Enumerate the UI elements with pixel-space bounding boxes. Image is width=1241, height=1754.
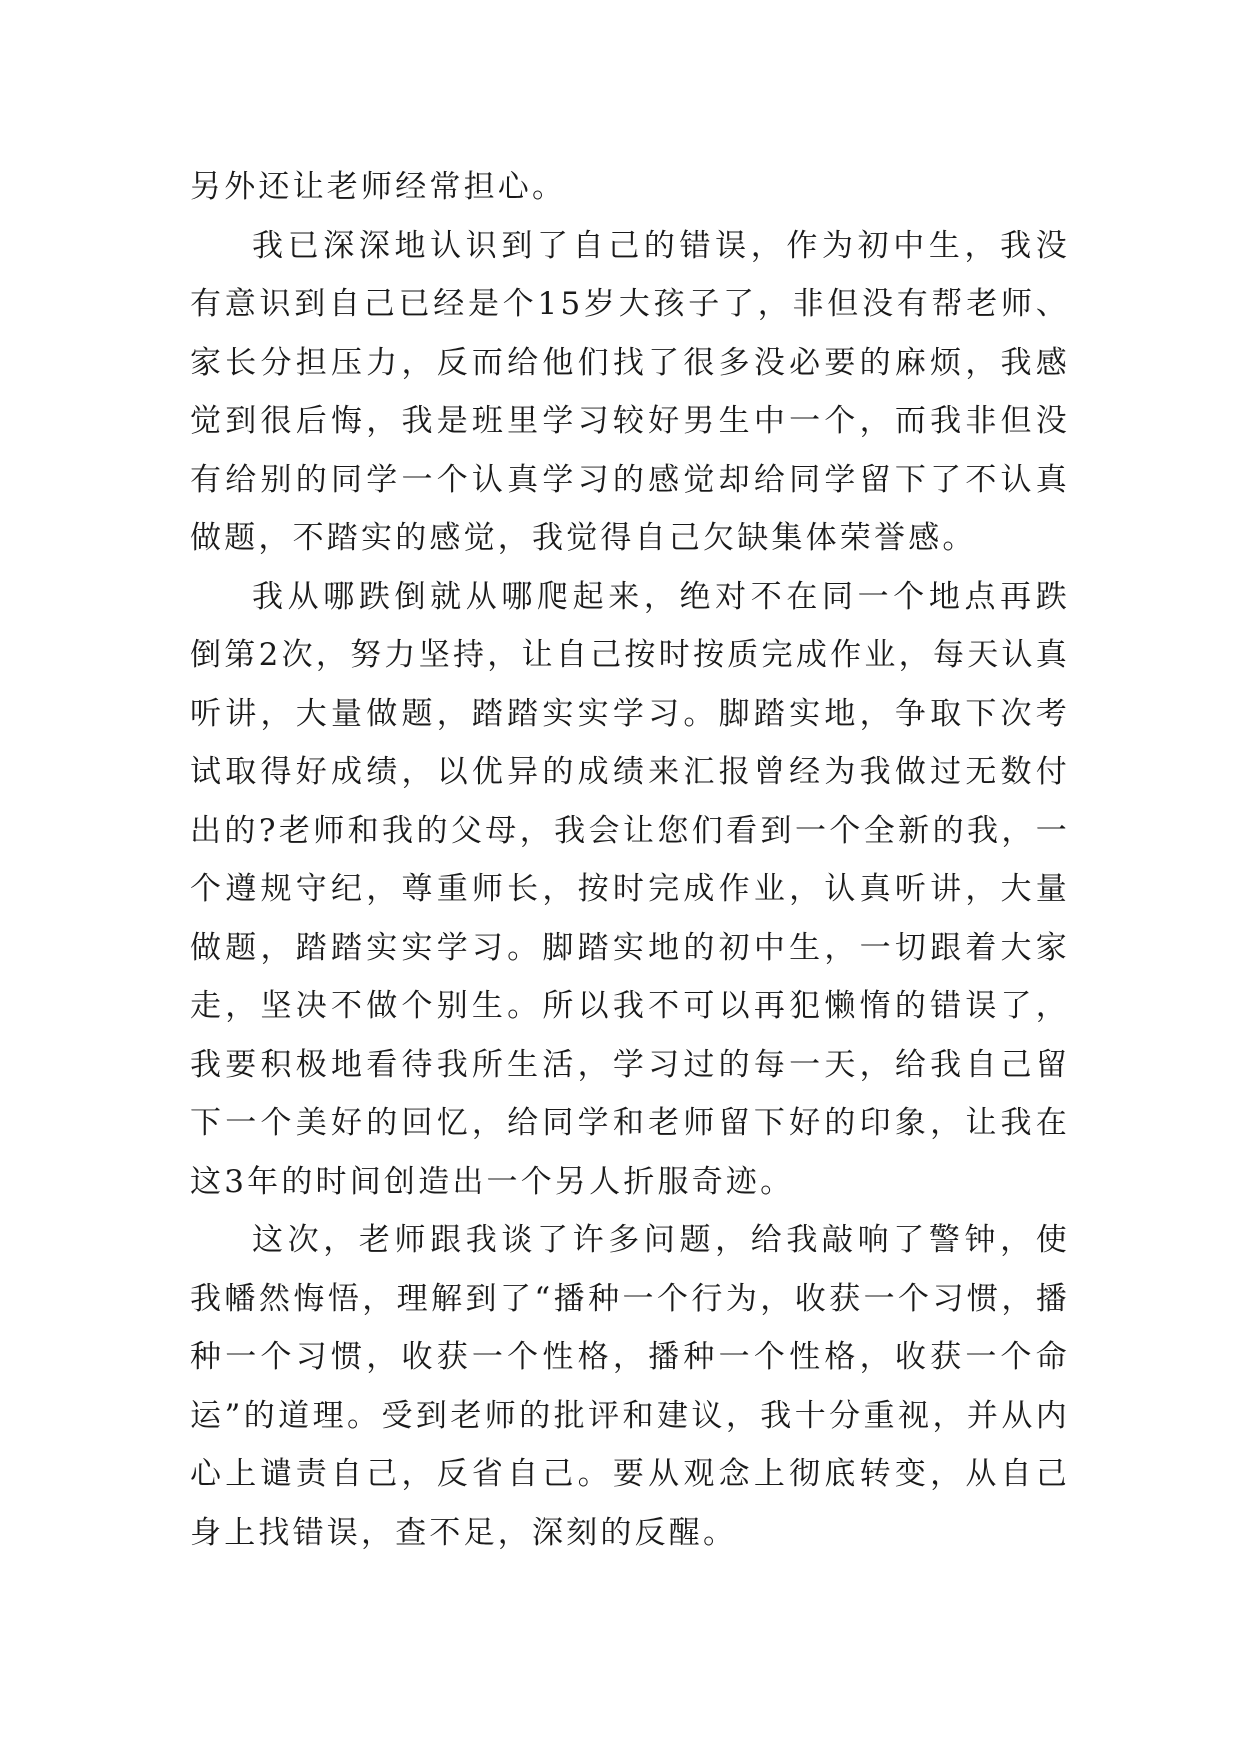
paragraph-2: 我已深深地认识到了自己的错误，作为初中生，我没有意识到自己已经是个15岁大孩子了，非但没有帮老师、家长分担压力，反而给他们找了很多没必要的麻烦，我感觉到很后悔，我是班里学习较好男生中一个，而我非但没有给别的同学一个认真学习的感觉却给同学留下了不认真做题，不踏实的感觉，我觉得自己欠缺集体荣誉感。 (190, 227, 1070, 556)
paragraph-1: 另外还让老师经常担心。 (190, 169, 567, 205)
paragraph-4: 这次，老师跟我谈了许多问题，给我敲响了警钟，使我幡然悔悟，理解到了“播种一个行为，收获一个习惯，播种一个习惯，收获一个性格，播种一个性格，收获一个命运”的道理。受到老师的批评和建议，我十分重视，并从内心上谴责自己，反省自己。要从观念上彻底转变，从自己身上找错误，查不足，深刻的反醒。 (190, 1222, 1070, 1551)
document-body (190, 158, 1070, 1562)
paragraph-3: 我从哪跌倒就从哪爬起来，绝对不在同一个地点再跌倒第2次，努力坚持，让自己按时按质完成作业，每天认真听讲，大量做题，踏踏实实学习。脚踏实地，争取下次考试取得好成绩，以优异的成绩来汇报曾经为我做过无数付出的?老师和我的父母，我会让您们看到一个全新的我，一个遵规守纪，尊重师长，按时完成作业，认真听讲，大量做题，踏踏实实学习。脚踏实地的初中生，一切跟着大家走，坚决不做个别生。所以我不可以再犯懒惰的错误了，我要积极地看待我所生活，学习过的每一天，给我自己留下一个美好的回忆，给同学和老师留下好的印象，让我在这3年的时间创造出一个另人折服奇迹。 (190, 578, 1070, 1200)
